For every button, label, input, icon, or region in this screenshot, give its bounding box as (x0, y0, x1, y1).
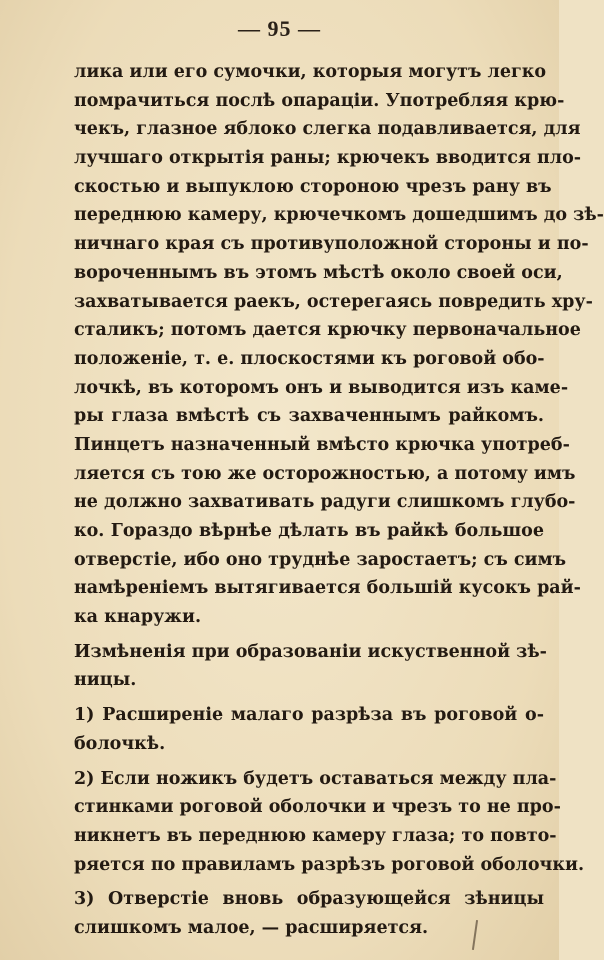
page-number: — 95 — (238, 16, 321, 41)
text-line: переднюю камеру, крючечкомъ дошедшимъ до зѣ- (74, 205, 604, 226)
text-line: лика или его сумочки, которыя могутъ легко (74, 62, 547, 82)
text-line: скостью и выпуклою стороною чрезъ рану въ (74, 176, 552, 197)
list-item-line: 3) Отверстіе вновь образующейся зѣницы (74, 889, 544, 910)
text-line: сталикъ; потомъ дается крючку первоначальное (74, 320, 581, 341)
text-line: вороченнымъ въ этомъ мѣстѣ около своей оси, (74, 262, 563, 283)
text-line: ка кнаружи. (74, 607, 202, 628)
text-line: помрачиться послѣ опараціи. Употребляя крю- (74, 90, 565, 111)
text-line: намѣреніемъ вытягивается большій кусокъ рай- (74, 578, 581, 599)
text-line: отверстіе, ибо оно труднѣе заростаетъ; съ симъ (74, 549, 567, 570)
list-item-line: ряется по правиламъ разрѣзъ роговой оболочки. (74, 854, 585, 875)
text-line: чекъ, глазное яблоко слегка подавливается, для (74, 119, 581, 140)
text-line: лучшаго открытія раны; крючекъ вводится пло- (74, 148, 582, 169)
list-item-line: болочкѣ. (74, 733, 166, 754)
text-line: лочкѣ, въ которомъ онъ и выводится изъ каме- (74, 377, 569, 398)
text-line: ничнаго края съ противуположной стороны и по- (74, 234, 589, 255)
list-item-line: никнетъ въ переднюю камеру глаза; то повто- (74, 825, 557, 846)
subheading-line: Измѣненія при образованіи искуственной зѣ- (74, 641, 547, 662)
text-line: ры глаза вмѣстѣ съ захваченнымъ райкомъ. (74, 406, 544, 427)
text-line: ляется съ тою же осторожностью, а потому имъ (74, 463, 576, 484)
text-line: захватывается раекъ, остерегаясь повредить хру- (74, 291, 593, 312)
list-item-line: 2) Если ножикъ будетъ оставаться между пла- (74, 768, 557, 789)
text-line: не должно захвативать радуги слишкомъ глубо- (74, 492, 576, 513)
text-line: Пинцетъ назначенный вмѣсто крючка употреб- (74, 434, 570, 455)
text-line: положеніе, т. е. плоскостями къ роговой обо- (74, 348, 545, 369)
body-text (74, 58, 604, 943)
text-line: ко. Гораздо вѣрнѣе дѣлать въ райкѣ большое (74, 521, 544, 541)
subheading-line: ницы. (74, 670, 137, 691)
list-item-line: 1) Расширеніе малаго разрѣза въ роговой о- (74, 705, 544, 726)
list-item-line: слишкомъ малое, — расширяется. (74, 917, 429, 938)
list-item-line: стинками роговой оболочки и чрезъ то не про- (74, 797, 561, 818)
